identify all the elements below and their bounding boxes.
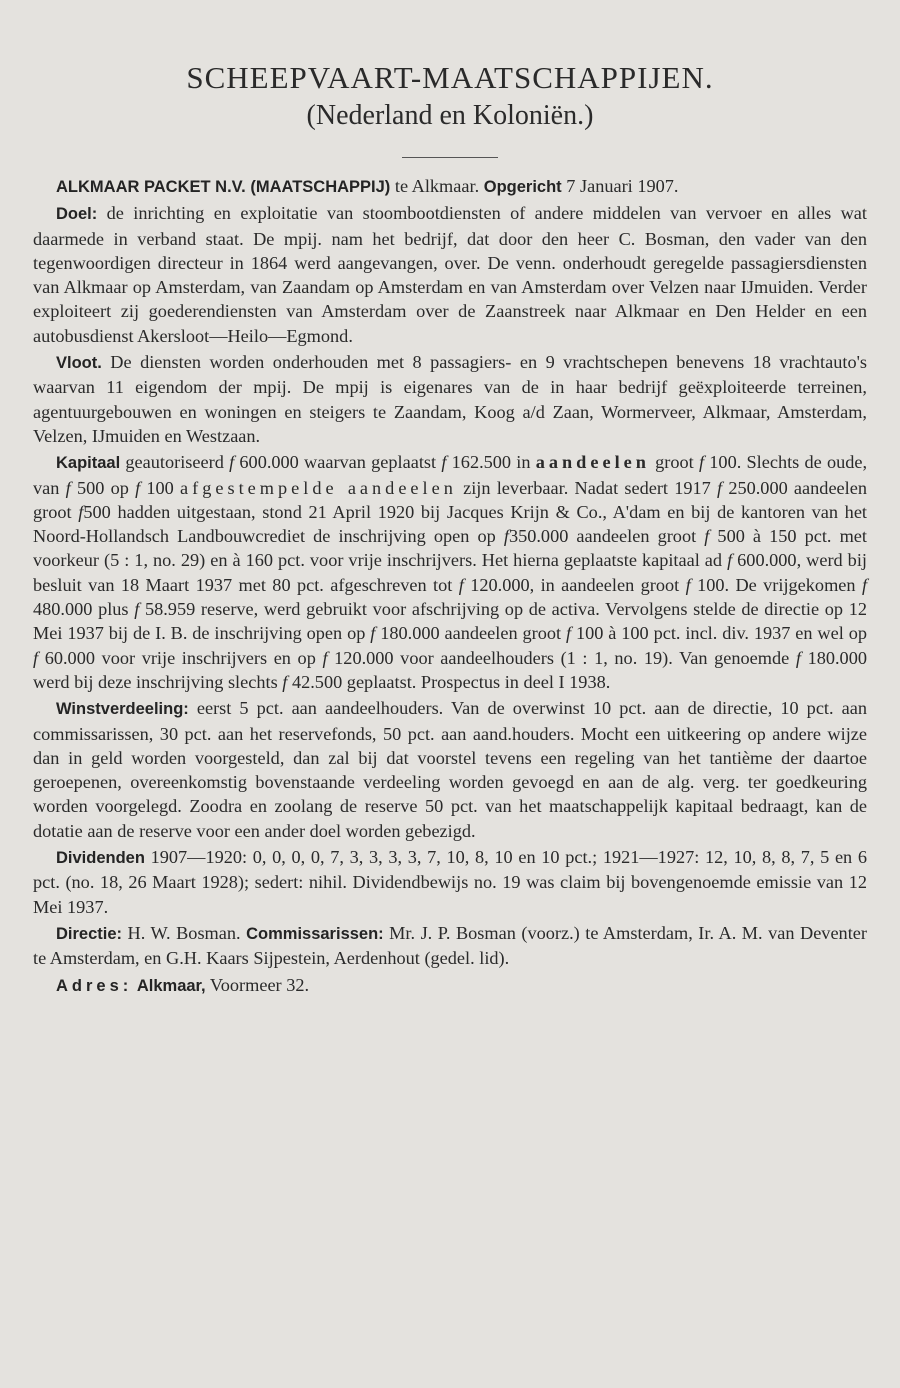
spaced-term: aandeelen xyxy=(535,452,650,473)
founded-date: 7 Januari 1907. xyxy=(566,176,679,196)
company-paragraph xyxy=(33,174,867,199)
vloot-text: De diensten worden onderhouden met 8 passagiers- en 9 vrachtschepen benevens 18 vrachtauto's waarvan 11 eigendom der mpij. De mpij is eigenares van de in haar bedrijf geëxploiteerde terreinen, agentuurgebouwen en woningen en steigers te Zaandam, Koog a/d Zaan, Wormerveer, Alkmaar, Amsterdam, Velzen, IJmuiden en Westzaan. xyxy=(33,352,867,446)
commissarissen-label: Commissarissen: xyxy=(246,924,384,943)
vloot-paragraph xyxy=(33,350,867,448)
kapitaal-text: 600.000 waarvan geplaatst xyxy=(239,452,437,473)
kapitaal-text: geautoriseerd xyxy=(125,452,224,473)
kapitaal-text: 180.000 werd bij deze inschrijving slechts xyxy=(33,647,867,692)
doel-paragraph xyxy=(33,201,867,348)
page-subtitle: (Nederland en Koloniën.) xyxy=(306,100,594,131)
currency-symbol: f xyxy=(565,623,572,644)
currency-symbol: f xyxy=(229,452,235,473)
currency-symbol: f xyxy=(704,526,710,547)
spaced-term: afgestempelde aandeelen xyxy=(180,477,457,498)
currency-symbol: f xyxy=(685,574,691,595)
page-title: SCHEEPVAART-MAATSCHAPPIJEN. xyxy=(186,60,714,95)
currency-symbol: f xyxy=(282,671,288,692)
currency-symbol: f xyxy=(717,477,723,498)
directie-text: H. W. Bosman. xyxy=(127,922,241,943)
currency-symbol: f xyxy=(322,647,328,668)
kapitaal-text: 100. Slechts de oude, van xyxy=(33,452,868,498)
currency-symbol: f xyxy=(134,599,140,620)
adres-city: Alkmaar, xyxy=(136,976,206,995)
kapitaal-text: 42.500 geplaatst. Prospectus in deel I 1938. xyxy=(291,671,611,692)
directie-label: Directie: xyxy=(56,924,123,943)
currency-symbol: f xyxy=(370,623,376,644)
kapitaal-text: 180.000 aandeelen groot xyxy=(380,623,562,644)
kapitaal-text: 500 à 150 pct. met voorkeur (5 : 1, no. 29) en à 160 pct. voor vrije inschrijvers. Het hierna geplaatste kapitaal ad xyxy=(33,526,867,571)
kapitaal-text: 58.959 reserve, werd gebruikt voor afschrijving op de activa. Vervolgens stelde de directie op 12 Mei 1937 bij de I. B. de inschrijving open op xyxy=(33,599,867,644)
kapitaal-text: 120.000, in aandeelen groot xyxy=(470,574,680,595)
currency-symbol: f xyxy=(795,647,801,668)
kapitaal-text: 60.000 voor vrije inschrijvers en op xyxy=(44,647,316,668)
currency-symbol: f xyxy=(861,574,868,595)
currency-symbol: f xyxy=(727,550,733,571)
currency-symbol: f xyxy=(458,574,464,595)
adres-street: Voormeer 32. xyxy=(209,974,310,995)
kapitaal-text: 100 xyxy=(146,477,174,498)
commissarissen-text: Mr. J. P. Bosman (voorz.) te Amsterdam, Ir. A. M. van Deventer te Amsterdam, en G.H. Kaars Sijpestein, Aerdenhout (gedel. lid). xyxy=(33,922,867,969)
kapitaal-text: zijn leverbaar. Nadat sedert 1917 xyxy=(463,477,711,498)
winstverdeeling-label: Winstverdeeling: xyxy=(56,700,189,719)
adres-paragraph xyxy=(33,973,867,998)
kapitaal-text: 162.500 in xyxy=(451,452,531,473)
kapitaal-text: 350.000 aandeelen groot xyxy=(508,526,697,547)
bestuur-paragraph xyxy=(33,921,867,971)
kapitaal-text: 600.000, werd bij besluit van 18 Maart 1937 met 80 pct. afgeschreven tot xyxy=(33,550,867,595)
vloot-label: Vloot. xyxy=(56,354,102,373)
adres-label: Adres: xyxy=(56,976,133,995)
currency-symbol: f xyxy=(65,477,71,498)
founded-label: Opgericht xyxy=(483,178,562,196)
entry-body xyxy=(33,174,867,998)
dividenden-text: 1907—1920: 0, 0, 0, 0, 7, 3, 3, 3, 3, 7, 10, 8, 10 en 10 pct.; 1921—1927: 12, 10, 8, 8, 7, 5 en 6 pct. (no. 18, 26 Maart 1928); sedert: nihil. Dividendbewijs no. 19 was claim bij bovengenoemde emissie van 12 Mei 1937. xyxy=(33,847,867,917)
doel-text: de inrichting en exploitatie van stoombootdiensten of andere middelen van vervoer en alles wat daarmede in verband staat. De mpij. nam het bedrijf, dat door den heer C. Bosman, den vader van den tegenwoordigen directeur in 1864 werd aangevangen, over. De venn. onderhoudt geregelde passagiersdiensten van Alkmaar op Amsterdam, van Zaandam op Amsterdam en van Amsterdam over Velzen naar IJmuiden. Verder exploiteert zij goederendiensten van Amsterdam over de Zaanstreek naar Alkmaar en Den Helder en een autobusdienst Akersloot—Heilo—Egmond. xyxy=(33,203,867,346)
currency-symbol: f xyxy=(78,501,84,522)
kapitaal-text: 480.000 plus xyxy=(33,599,129,620)
currency-symbol: f xyxy=(135,477,141,498)
kapitaal-text: 120.000 voor aandeelhouders (1 : 1, no. 19). Van genoemde xyxy=(334,647,790,668)
kapitaal-text: 250.000 aandeelen groot xyxy=(33,477,868,522)
kapitaal-text: 500 hadden uitgestaan, stond 21 April 1920 bij Jacques Krijn & Co., A'dam en bij de kantoren van het Noord-Hollandsch Landbouwcrediet de inschrijving open op xyxy=(33,501,868,547)
company-location: te Alkmaar. xyxy=(394,176,480,196)
title-divider xyxy=(402,157,498,158)
kapitaal-text: 500 op xyxy=(76,477,129,498)
currency-symbol: f xyxy=(441,452,447,473)
doel-label: Doel: xyxy=(56,205,98,224)
company-name: ALKMAAR PACKET N.V. (MAATSCHAPPIJ) xyxy=(56,178,391,196)
currency-symbol: f xyxy=(33,647,39,668)
kapitaal-label: Kapitaal xyxy=(56,454,121,473)
winstverdeeling-text: eerst 5 pct. aan aandeelhouders. Van de overwinst 10 pct. aan de directie, 10 pct. aan commissarissen, 30 pct. aan het reservefonds, 50 pct. aan aand.houders. Mocht een uitkeering op andere wijze dan in geld worden voorgesteld, dan zal bij dat voorstel tevens een regeling van het tantième der daartoe geroepenen, overeenkomstig bovenstaande verdeeling worden gevoegd en aan de alg. verg. ter goedkeuring worden voorgelegd. Zoodra en zoolang de reserve 50 pct. van het maatschappelijk kapitaal bedraagt, kan de dotatie aan de reserve voor een ander doel worden gebezigd. xyxy=(33,698,868,841)
currency-symbol: f xyxy=(503,526,509,547)
kapitaal-text: 100 à 100 pct. incl. div. 1937 en wel op xyxy=(575,623,867,644)
dividenden-paragraph xyxy=(33,845,867,919)
winstverdeeling-paragraph xyxy=(33,696,867,843)
kapitaal-text: groot xyxy=(655,452,694,473)
currency-symbol: f xyxy=(698,452,705,473)
dividenden-label: Dividenden xyxy=(56,849,145,868)
kapitaal-text: 100. De vrijgekomen xyxy=(697,574,856,595)
kapitaal-paragraph xyxy=(33,450,867,694)
